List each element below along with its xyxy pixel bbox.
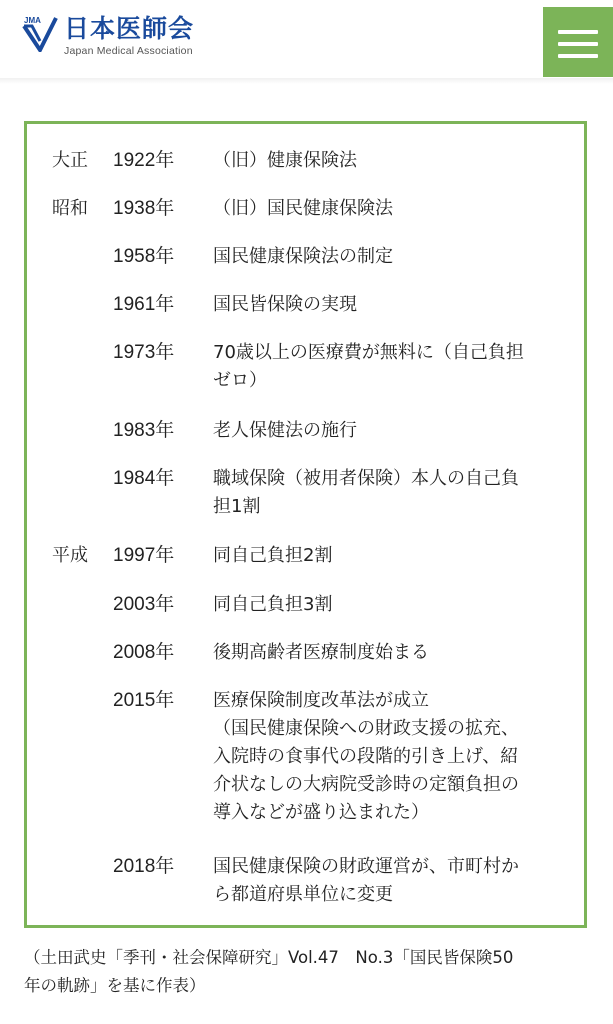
era-label: 昭和: [52, 198, 88, 219]
hamburger-menu-icon: [558, 54, 598, 58]
hamburger-menu-icon: [558, 42, 598, 46]
menu-button[interactable]: [543, 7, 613, 77]
svg-text:JMA: JMA: [24, 16, 41, 25]
logo-name: 日本医師会: [64, 14, 195, 43]
event-description: 同自己負担3割: [213, 594, 333, 615]
source-citation: （土田武史「季刊・社会保障研究」Vol.47 No.3「国民皆保険50 年の軌跡」を基に作表）: [24, 948, 514, 995]
year-label: 1973年: [113, 342, 175, 363]
event-description: 老人保健法の施行: [213, 420, 357, 441]
year-label: 2008年: [113, 642, 175, 663]
era-label: 平成: [52, 545, 88, 566]
event-description: 医療保険制度改革法が成立 （国民健康保険への財政支援の拡充、 入院時の食事代の段階的引き上げ、紹 介状なしの大病院受診時の定額負担の 導入などが盛り込まれた）: [213, 690, 519, 823]
year-label: 1958年: [113, 246, 175, 267]
header-divider: [0, 78, 613, 84]
year-label: 1938年: [113, 198, 175, 219]
year-label: 2003年: [113, 594, 175, 615]
event-description: （旧）健康保険法: [213, 150, 357, 171]
event-description: 国民皆保険の実現: [213, 294, 357, 315]
event-description: 70歳以上の医療費が無料に（自己負担 ゼロ）: [213, 342, 524, 391]
year-label: 1983年: [113, 420, 175, 441]
event-description: 国民健康保険法の制定: [213, 246, 393, 267]
timeline-table: [24, 121, 587, 928]
site-header: [0, 0, 613, 78]
event-description: （旧）国民健康保険法: [213, 198, 393, 219]
year-label: 1922年: [113, 150, 175, 171]
jma-logo[interactable]: [22, 14, 194, 64]
year-label: 1997年: [113, 545, 175, 566]
event-description: 後期高齢者医療制度始まる: [213, 642, 429, 663]
event-description: 同自己負担2割: [213, 545, 333, 566]
hamburger-menu-icon: [558, 30, 598, 34]
logo-text-group: [64, 14, 194, 57]
year-label: 2015年: [113, 690, 175, 711]
event-description: 職域保険（被用者保険）本人の自己負 担1割: [213, 468, 519, 517]
jma-emblem-icon: [22, 14, 58, 52]
event-description: 国民健康保険の財政運営が、市町村か ら都道府県単位に変更: [213, 856, 519, 905]
year-label: 2018年: [113, 856, 175, 877]
year-label: 1984年: [113, 468, 175, 489]
era-label: 大正: [52, 150, 88, 171]
logo-subtitle: Japan Medical Association: [64, 45, 193, 57]
year-label: 1961年: [113, 294, 175, 315]
